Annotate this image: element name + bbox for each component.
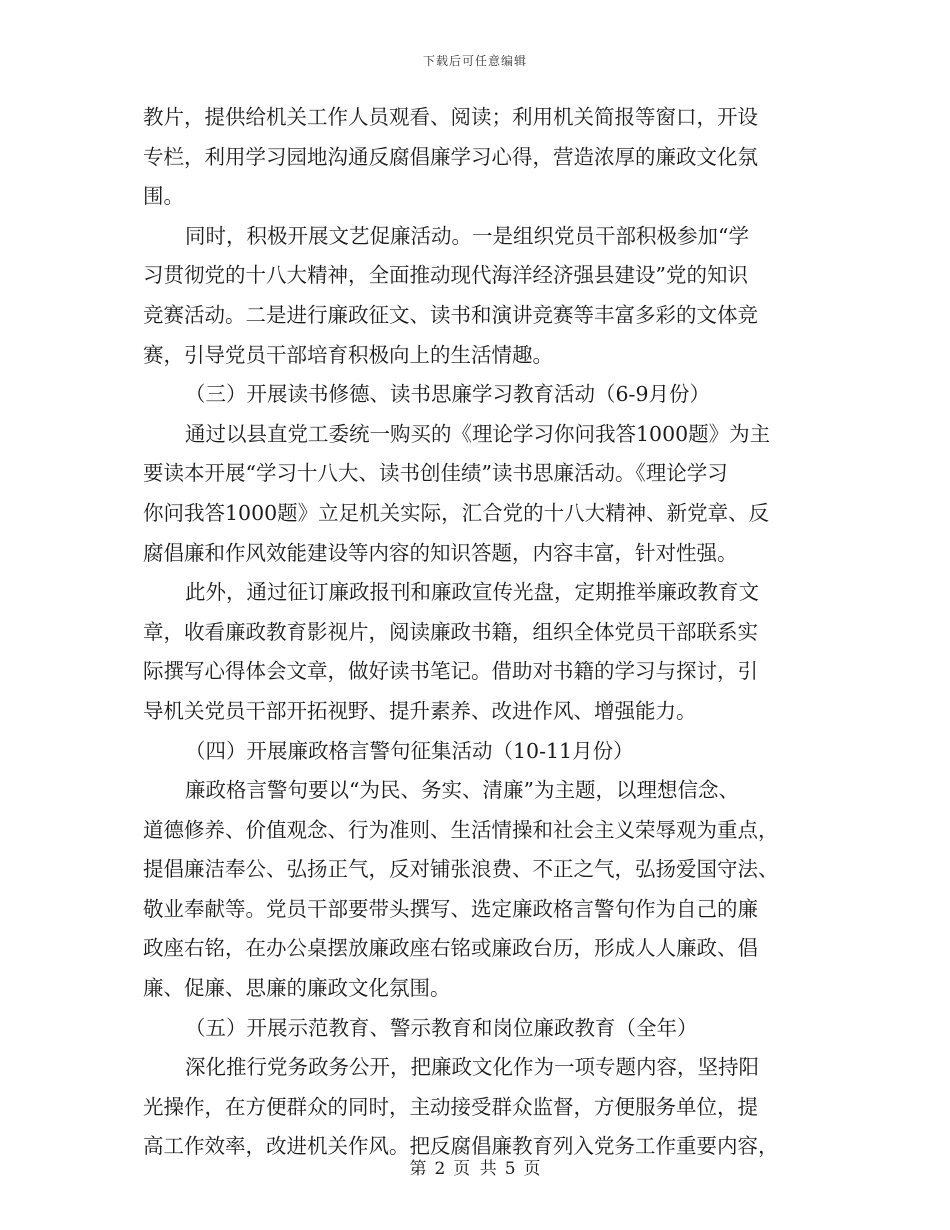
text-line: 你问我答1000题》立足机关实际，汇合党的十八大精神、新党章、反 xyxy=(143,500,770,525)
footer-total-pages: 5 xyxy=(504,1159,516,1179)
text-line: （四）开展廉政格言警句征集活动（10-11月份） xyxy=(185,738,634,763)
text-line: 通过以县直党工委统一购买的《理论学习你问我答1000题》为主 xyxy=(185,421,771,446)
footer-prefix: 第 xyxy=(409,1159,427,1179)
text-line: 高工作效率，改进机关作风。把反腐倡廉教育列入党务工作重要内容， xyxy=(143,1134,779,1159)
text-line: 竞赛活动。二是进行廉政征文、读书和演讲竞赛等丰富多彩的文体竞 xyxy=(143,302,758,327)
text-line: 道德修养、价值观念、行为准则、生活情操和社会主义荣辱观为重点， xyxy=(143,817,779,842)
text-line: （五）开展示范教育、警示教育和岗位廉政教育（全年） xyxy=(185,1015,698,1040)
page-footer xyxy=(0,1154,950,1179)
text-line: 际撰写心得体会文章，做好读书笔记。借助对书籍的学习与探讨，引 xyxy=(143,659,758,684)
text-line: 围。 xyxy=(143,184,184,209)
text-line: 同时，积极开展文艺促廉活动。一是组织党员干部积极参加“学 xyxy=(185,223,749,248)
text-line: （三）开展读书修德、读书思廉学习教育活动（6-9月份） xyxy=(185,382,711,407)
text-line: 深化推行党务政务公开，把廉政文化作为一项专题内容，坚持阳 xyxy=(185,1055,759,1080)
text-line: 敬业奉献等。党员干部要带头撰写、选定廉政格言警句作为自己的廉 xyxy=(143,896,758,921)
text-line: 章，收看廉政教育影视片，阅读廉政书籍，组织全体党员干部联系实 xyxy=(143,619,758,644)
text-line: 导机关党员干部开拓视野、提升素养、改进作风、增强能力。 xyxy=(143,698,697,723)
text-line: 习贯彻党的十八大精神，全面推动现代海洋经济强县建设”党的知识 xyxy=(143,263,748,288)
text-line: 廉、促廉、思廉的廉政文化氛围。 xyxy=(143,976,451,1001)
text-line: 腐倡廉和作风效能建设等内容的知识答题，内容丰富，针对性强。 xyxy=(143,540,738,565)
footer-mid: 页 共 xyxy=(453,1159,497,1179)
text-line: 要读本开展“学习十八大、读书创佳绩”读书思廉活动。《理论学习 xyxy=(143,461,728,486)
text-line: 光操作，在方便群众的同时，主动接受群众监督，方便服务单位，提 xyxy=(143,1094,758,1119)
footer-current-page: 2 xyxy=(434,1159,446,1179)
text-line: 政座右铭，在办公桌摆放廉政座右铭或廉政台历，形成人人廉政、倡 xyxy=(143,936,758,961)
text-line: 教片，提供给机关工作人员观看、阅读；利用机关简报等窗口，开设 xyxy=(143,105,758,129)
text-line: 此外，通过征订廉政报刊和廉政宣传光盘，定期推举廉政教育文 xyxy=(185,580,759,605)
footer-suffix: 页 xyxy=(523,1159,541,1179)
page-header: 下载后可任意编辑 xyxy=(422,54,527,68)
text-line: 专栏，利用学习园地沟通反腐倡廉学习心得，营造浓厚的廉政文化氛 xyxy=(143,144,758,169)
text-line: 廉政格言警句要以“为民、务实、清廉”为主题，以理想信念、 xyxy=(185,778,739,803)
text-line: 赛，引导党员干部培育积极向上的生活情趣。 xyxy=(143,342,553,367)
text-line: 提倡廉洁奉公、弘扬正气，反对铺张浪费、不正之气，弘扬爱国守法、 xyxy=(143,857,779,882)
document-body xyxy=(143,98,807,1167)
